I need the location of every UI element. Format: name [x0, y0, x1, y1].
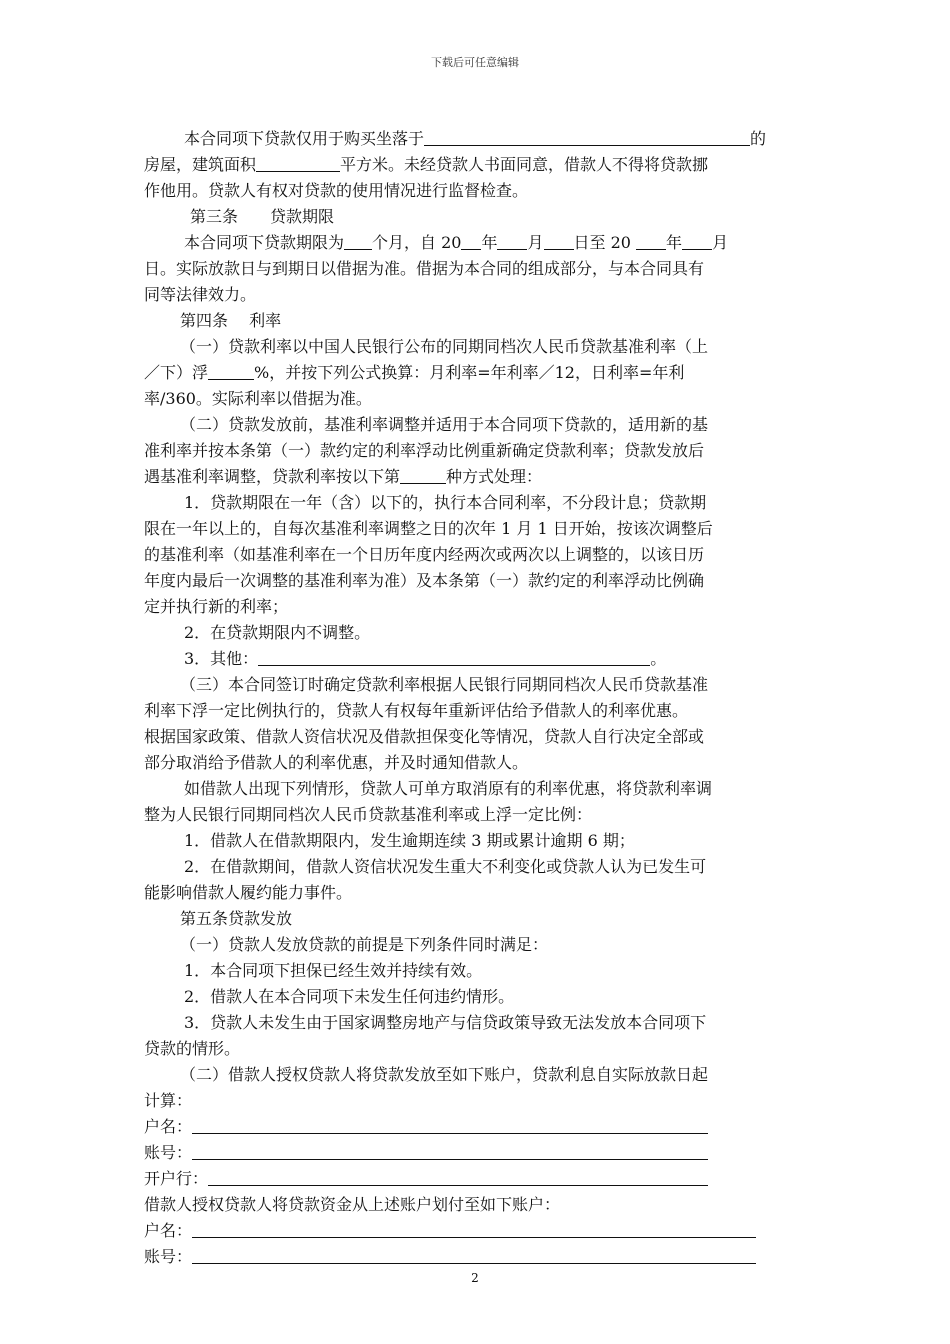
account-number-line: [144, 1244, 816, 1270]
account-bank-line: [144, 1166, 816, 1192]
blank-field-months: [344, 231, 372, 250]
paragraph-line: [144, 126, 816, 152]
paragraph-line: 2．在借款期间，借款人资信状况发生重大不利变化或贷款人认为已发生可: [184, 857, 707, 876]
paragraph-line: 日。实际放款日与到期日以借据为准。借据为本合同的组成部分，与本合同具有: [144, 259, 705, 278]
text: 账号：: [144, 1247, 193, 1266]
text: 年: [481, 233, 498, 252]
paragraph-line: 借款人授权贷款人将贷款资金从上述账户划付至如下账户：: [144, 1195, 561, 1214]
text: 户名：: [144, 1221, 193, 1240]
blank-field-account-name: [192, 1115, 708, 1134]
blank-field-method: [400, 465, 446, 484]
text: 平方米。未经贷款人书面同意，借款人不得将贷款挪: [340, 155, 709, 174]
page-number: 2: [471, 1271, 479, 1285]
blank-field-area: [256, 153, 340, 172]
blank-field-end-month: [682, 231, 712, 250]
blank-field-start-month: [497, 231, 527, 250]
text: 的: [750, 129, 767, 148]
paragraph-line: 准利率并按本条第（一）款约定的利率浮动比例重新确定贷款利率；贷款发放后: [144, 441, 705, 460]
article-heading: 第五条贷款发放: [180, 909, 293, 928]
paragraph-line: [144, 646, 816, 672]
paragraph-line: 根据国家政策、借款人资信状况及借款担保变化等情况，贷款人自行决定全部或: [144, 727, 705, 746]
paragraph-line: 整为人民银行同期同档次人民币贷款基准利率或上浮一定比例：: [144, 805, 593, 824]
paragraph-line: （二）贷款发放前，基准利率调整并适用于本合同项下贷款的，适用新的基: [180, 415, 709, 434]
text: %，并按下列公式换算：月利率=年利率／12，日利率=年利: [254, 363, 685, 382]
text: 3．其他：: [184, 649, 259, 668]
paragraph-line: 如借款人出现下列情形，贷款人可单方取消原有的利率优惠，将贷款利率调: [184, 779, 713, 798]
text: 户名：: [144, 1117, 193, 1136]
page-header: 下载后可任意编辑: [431, 56, 519, 69]
text: 日至 20: [573, 233, 637, 252]
article-heading: 第三条 贷款期限: [190, 207, 335, 226]
paragraph-line: （一）贷款人发放贷款的前提是下列条件同时满足：: [180, 935, 549, 954]
paragraph-line: 1．借款人在借款期限内，发生逾期连续 3 期或累计逾期 6 期；: [184, 831, 635, 850]
text: 种方式处理：: [446, 467, 543, 486]
paragraph-line: （三）本合同签订时确定贷款利率根据人民银行同期同档次人民币贷款基准: [180, 675, 709, 694]
paragraph-line: 能影响借款人履约能力事件。: [144, 883, 353, 902]
blank-field-float-rate: [208, 361, 254, 380]
paragraph-line: 年度内最后一次调整的基准利率为准）及本条第（一）款约定的利率浮动比例确: [144, 571, 705, 590]
paragraph-line: 2．借款人在本合同项下未发生任何违约情形。: [184, 987, 515, 1006]
text: 开户行：: [144, 1169, 209, 1188]
text: 本合同项下贷款期限为: [184, 233, 345, 252]
paragraph-line: （一）贷款利率以中国人民银行公布的同期同档次人民币贷款基准利率（上: [180, 337, 709, 356]
text: 。: [650, 649, 667, 668]
paragraph-line: 贷款的情形。: [144, 1039, 241, 1058]
paragraph-line: 部分取消给予借款人的利率优惠，并及时通知借款人。: [144, 753, 529, 772]
paragraph-line: 定并执行新的利率；: [144, 597, 289, 616]
blank-field-end-year: [636, 231, 666, 250]
blank-field-location: [424, 127, 750, 146]
paragraph-line: 3．贷款人未发生由于国家调整房地产与信贷政策导致无法发放本合同项下: [184, 1013, 707, 1032]
paragraph-line: 同等法律效力。: [144, 285, 257, 304]
account-name-line: [144, 1218, 816, 1244]
paragraph-line: [144, 152, 816, 178]
blank-field-account-number-2: [192, 1245, 756, 1264]
contract-body: [144, 126, 816, 1270]
account-name-line: [144, 1114, 816, 1140]
paragraph-line: [144, 464, 816, 490]
text: ／下）浮: [144, 363, 209, 382]
blank-field-bank: [208, 1167, 708, 1186]
text: 遇基准利率调整，贷款利率按以下第: [144, 467, 401, 486]
text: 月: [712, 233, 729, 252]
blank-field-start-year: [461, 231, 481, 250]
blank-field-other: [258, 647, 650, 666]
paragraph-line: 2．在贷款期限内不调整。: [184, 623, 371, 642]
paragraph-line: 利率下浮一定比例执行的，贷款人有权每年重新评估给予借款人的利率优惠。: [144, 701, 689, 720]
paragraph-line: [144, 360, 816, 386]
text: 个月，自 20: [372, 233, 462, 252]
text: 账号：: [144, 1143, 193, 1162]
blank-field-account-name-2: [192, 1219, 756, 1238]
article-heading: 第四条 利率: [180, 311, 282, 330]
blank-field-start-day: [544, 231, 574, 250]
text: 月: [527, 233, 544, 252]
account-number-line: [144, 1140, 816, 1166]
paragraph-line: [144, 230, 816, 256]
text: 年: [666, 233, 683, 252]
blank-field-account-number: [192, 1141, 708, 1160]
paragraph-line: 1．贷款期限在一年（含）以下的，执行本合同利率，不分段计息；贷款期: [184, 493, 707, 512]
text: 房屋，建筑面积: [144, 155, 257, 174]
paragraph-line: （二）借款人授权贷款人将贷款发放至如下账户，贷款利息自实际放款日起: [180, 1065, 709, 1084]
paragraph-line: 的基准利率（如基准利率在一个日历年度内经两次或两次以上调整的，以该日历: [144, 545, 705, 564]
paragraph-line: 率/360。实际利率以借据为准。: [144, 389, 372, 408]
paragraph-line: 计算：: [144, 1091, 193, 1110]
paragraph-line: 限在一年以上的，自每次基准利率调整之日的次年 1 月 1 日开始，按该次调整后: [144, 519, 713, 538]
paragraph-line: 作他用。贷款人有权对贷款的使用情况进行监督检查。: [144, 181, 529, 200]
paragraph-line: 1．本合同项下担保已经生效并持续有效。: [184, 961, 483, 980]
text: 本合同项下贷款仅用于购买坐落于: [184, 129, 425, 148]
